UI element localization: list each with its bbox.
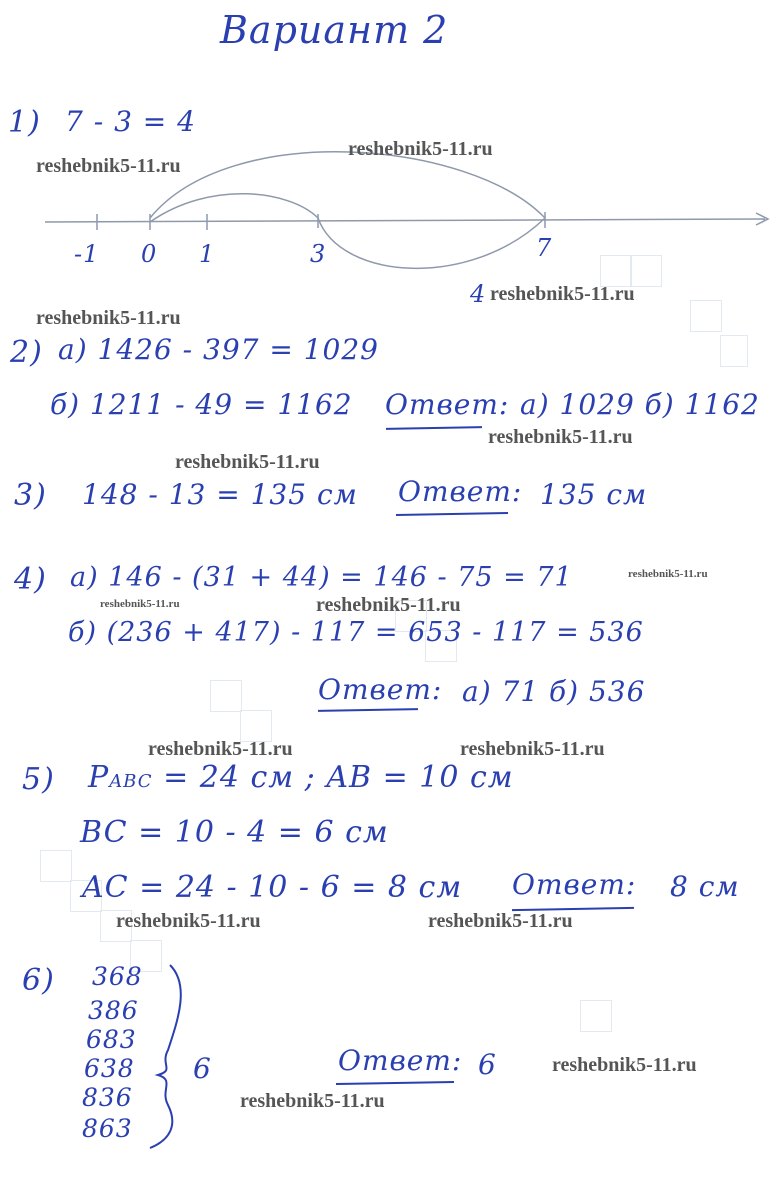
bg-square bbox=[40, 850, 72, 882]
task6-answer-label: Ответ: bbox=[338, 1044, 463, 1077]
task6-number: 6) bbox=[22, 963, 55, 998]
watermark: reshebnik5-11.ru bbox=[100, 598, 180, 610]
task4-answer-underline bbox=[318, 708, 418, 712]
task5-number: 5) bbox=[22, 762, 55, 797]
arc-7-to-3 bbox=[318, 218, 545, 268]
task2-answer-underline bbox=[386, 426, 482, 430]
task4-number: 4) bbox=[14, 562, 47, 597]
bg-square bbox=[720, 335, 748, 367]
task6-number-1: 368 bbox=[92, 962, 143, 991]
task4-line-a: а) 146 - (31 + 44) = 146 - 75 = 71 bbox=[70, 562, 573, 593]
watermark: reshebnik5-11.ru bbox=[148, 738, 293, 760]
task3-number: 3) bbox=[14, 478, 47, 513]
task6-number-6: 863 bbox=[82, 1114, 133, 1143]
watermark: reshebnik5-11.ru bbox=[316, 594, 461, 616]
task6-number-2: 386 bbox=[88, 996, 139, 1025]
task3-answer-underline bbox=[396, 512, 508, 516]
task2-number: 2) bbox=[10, 335, 43, 370]
watermark: reshebnik5-11.ru bbox=[488, 426, 633, 448]
watermark: reshebnik5-11.ru bbox=[175, 451, 320, 473]
watermark: reshebnik5-11.ru bbox=[348, 138, 493, 160]
task6-number-3: 683 bbox=[86, 1025, 137, 1054]
task1-expression: 7 - 3 = 4 bbox=[65, 105, 196, 138]
axis-label-3: 3 bbox=[310, 240, 327, 268]
task2-line-b: б) 1211 - 49 = 1162 bbox=[50, 388, 353, 421]
watermark: reshebnik5-11.ru bbox=[36, 307, 181, 329]
task2-answer-label: Ответ: bbox=[385, 388, 510, 421]
task5-line2: BC = 10 - 4 = 6 см bbox=[80, 815, 389, 850]
task6-number-4: 638 bbox=[84, 1054, 135, 1083]
watermark: reshebnik5-11.ru bbox=[460, 738, 605, 760]
axis-label-minus1: -1 bbox=[74, 240, 100, 268]
axis-label-1: 1 bbox=[199, 240, 216, 268]
task1-mark: 4 bbox=[470, 280, 487, 308]
task5-line1 bbox=[88, 760, 514, 795]
arc-0-to-3 bbox=[150, 194, 318, 222]
watermark: reshebnik5-11.ru bbox=[628, 568, 708, 580]
task3-answer: 135 см bbox=[540, 478, 648, 511]
task2-answer: а) 1029 б) 1162 bbox=[520, 388, 760, 421]
watermark: reshebnik5-11.ru bbox=[552, 1054, 697, 1076]
task2-line-a: а) 1426 - 397 = 1029 bbox=[58, 333, 379, 366]
axis-label-0: 0 bbox=[141, 240, 158, 268]
task4-line-b: б) (236 + 417) - 117 = 653 - 117 = 536 bbox=[68, 617, 644, 648]
watermark: reshebnik5-11.ru bbox=[428, 910, 573, 932]
task6-answer: 6 bbox=[478, 1048, 497, 1081]
perimeter-subscript: ABC bbox=[109, 771, 153, 792]
task6-number-5: 836 bbox=[82, 1083, 133, 1112]
task6-count: 6 bbox=[193, 1052, 212, 1085]
task5-answer: 8 см bbox=[670, 870, 740, 903]
bg-square bbox=[580, 1000, 612, 1032]
task5-line3: AC = 24 - 10 - 6 = 8 см bbox=[82, 870, 463, 905]
watermark: reshebnik5-11.ru bbox=[240, 1090, 385, 1112]
task3-answer-label: Ответ: bbox=[398, 475, 523, 508]
page-title: Вариант 2 bbox=[220, 8, 449, 52]
task4-answer: а) 71 б) 536 bbox=[462, 675, 646, 708]
axis-label-7: 7 bbox=[536, 234, 553, 262]
task6-answer-underline bbox=[336, 1081, 454, 1085]
watermark: reshebnik5-11.ru bbox=[490, 283, 635, 305]
task3-line: 148 - 13 = 135 см bbox=[82, 478, 358, 511]
perimeter-symbol: P bbox=[88, 760, 110, 795]
task1-number: 1) bbox=[8, 105, 41, 140]
task5-answer-label: Ответ: bbox=[512, 868, 637, 901]
watermark: reshebnik5-11.ru bbox=[36, 155, 181, 177]
task4-answer-label: Ответ: bbox=[318, 673, 443, 706]
watermark: reshebnik5-11.ru bbox=[116, 910, 261, 932]
bg-square bbox=[210, 680, 242, 712]
task5-line1-rest: = 24 см ; AB = 10 см bbox=[163, 760, 514, 795]
arc-0-to-7 bbox=[150, 152, 545, 218]
